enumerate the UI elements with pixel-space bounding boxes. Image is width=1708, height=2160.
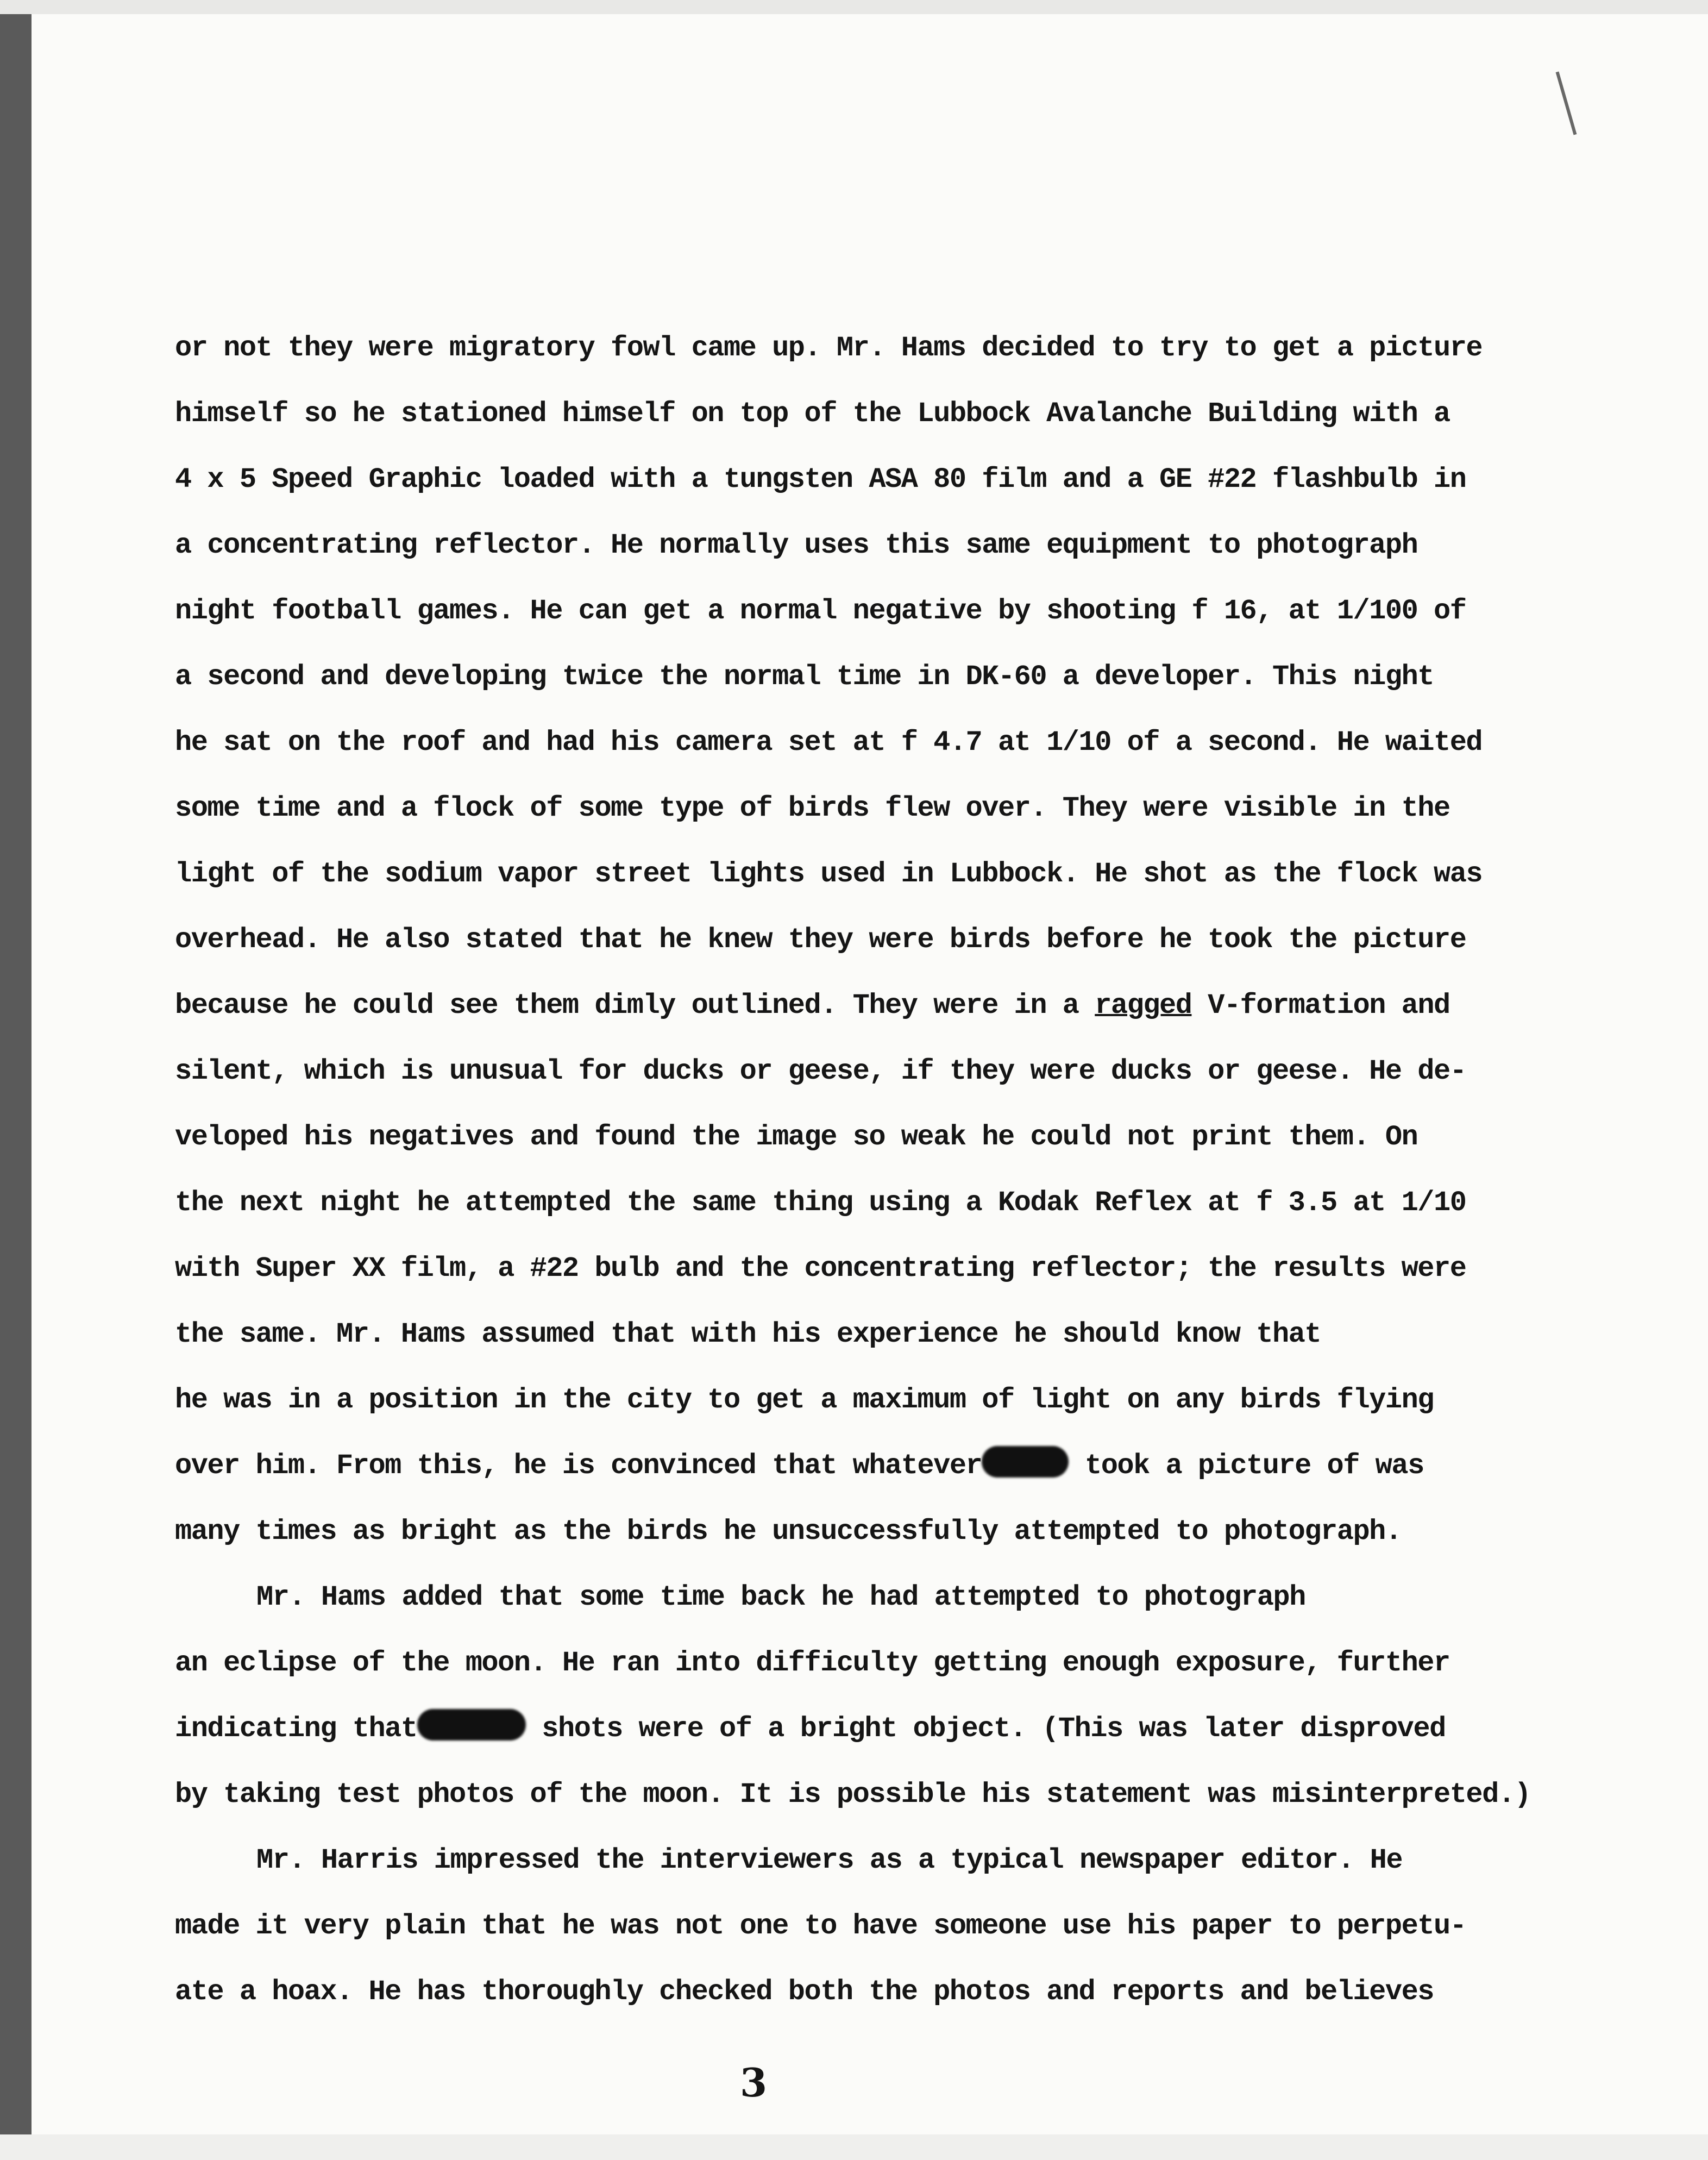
- text-line-19: many times as bright as the birds he unsuccessfully attempted to photograph.: [175, 1516, 1402, 1548]
- text-line-11: [175, 978, 1566, 1044]
- text-line-3: 4 x 5 Speed Graphic loaded with a tungsten ASA 80 film and a GE #22 flashbulb in: [175, 464, 1466, 496]
- scan-artifact-mark: [1556, 71, 1577, 135]
- text-line-20: Mr. Hams added that some time back he had attempted to photograph: [256, 1581, 1305, 1613]
- scan-top-border: [0, 0, 1708, 14]
- text-line-1: or not they were migratory fowl came up. Mr. Hams decided to try to get a picture: [175, 332, 1483, 364]
- redaction-mark: [417, 1709, 526, 1740]
- text-line-21: an eclipse of the moon. He ran into difficulty getting enough exposure, further: [175, 1647, 1450, 1679]
- text-line-9: light of the sodium vapor street lights used in Lubbock. He shot as the flock was: [175, 858, 1483, 890]
- text-segment: V-formation and: [1208, 990, 1450, 1022]
- text-segment: took a picture of was: [1084, 1450, 1424, 1482]
- text-line-16: the same. Mr. Hams assumed that with his experience he should know that: [175, 1318, 1321, 1350]
- underlined-word: ragged: [1095, 990, 1192, 1022]
- text-line-14: the next night he attempted the same thing using a Kodak Reflex at f 3.5 at 1/10: [175, 1187, 1466, 1219]
- text-line-5: night football games. He can get a normal negative by shooting f 16, at 1/100 of: [175, 595, 1466, 627]
- text-line-7: he sat on the roof and had his camera set at f 4.7 at 1/10 of a second. He waited: [175, 727, 1483, 759]
- text-line-22: [175, 1701, 1566, 1767]
- text-line-4: a concentrating reflector. He normally uses this same equipment to photograph: [175, 529, 1418, 561]
- text-line-25: made it very plain that he was not one to have someone use his paper to perpetu-: [175, 1910, 1466, 1942]
- document-body: [175, 321, 1566, 2030]
- text-segment: shots were of a bright object. (This was later disproved: [542, 1713, 1446, 1745]
- redaction-mark: [982, 1446, 1069, 1477]
- text-line-13: veloped his negatives and found the image so weak he could not print them. On: [175, 1121, 1418, 1153]
- text-line-18: [175, 1438, 1566, 1504]
- text-segment: indicating that: [175, 1713, 417, 1745]
- text-line-6: a second and developing twice the normal time in DK-60 a developer. This night: [175, 661, 1434, 693]
- text-segment: because he could see them dimly outlined. They were in a: [175, 990, 1079, 1022]
- text-line-12: silent, which is unusual for ducks or geese, if they were ducks or geese. He de-: [175, 1055, 1466, 1087]
- scan-bottom-border: [0, 2134, 1708, 2160]
- text-line-8: some time and a flock of some type of birds flew over. They were visible in the: [175, 792, 1450, 824]
- text-line-24: Mr. Harris impressed the interviewers as a typical newspaper editor. He: [256, 1844, 1403, 1876]
- text-line-10: overhead. He also stated that he knew they were birds before he took the picture: [175, 924, 1466, 956]
- text-segment: over him. From this, he is convinced that whatever: [175, 1450, 982, 1482]
- page-number: 3: [740, 2059, 768, 2106]
- text-line-15: with Super XX film, a #22 bulb and the concentrating reflector; the results were: [175, 1253, 1466, 1285]
- text-line-23: by taking test photos of the moon. It is possible his statement was misinterpreted.): [175, 1779, 1531, 1811]
- text-line-17: he was in a position in the city to get a maximum of light on any birds flying: [175, 1384, 1434, 1416]
- text-line-26: ate a hoax. He has thoroughly checked both the photos and reports and believes: [175, 1976, 1434, 2008]
- scan-left-border: [0, 0, 32, 2160]
- text-line-2: himself so he stationed himself on top of the Lubbock Avalanche Building with a: [175, 398, 1450, 430]
